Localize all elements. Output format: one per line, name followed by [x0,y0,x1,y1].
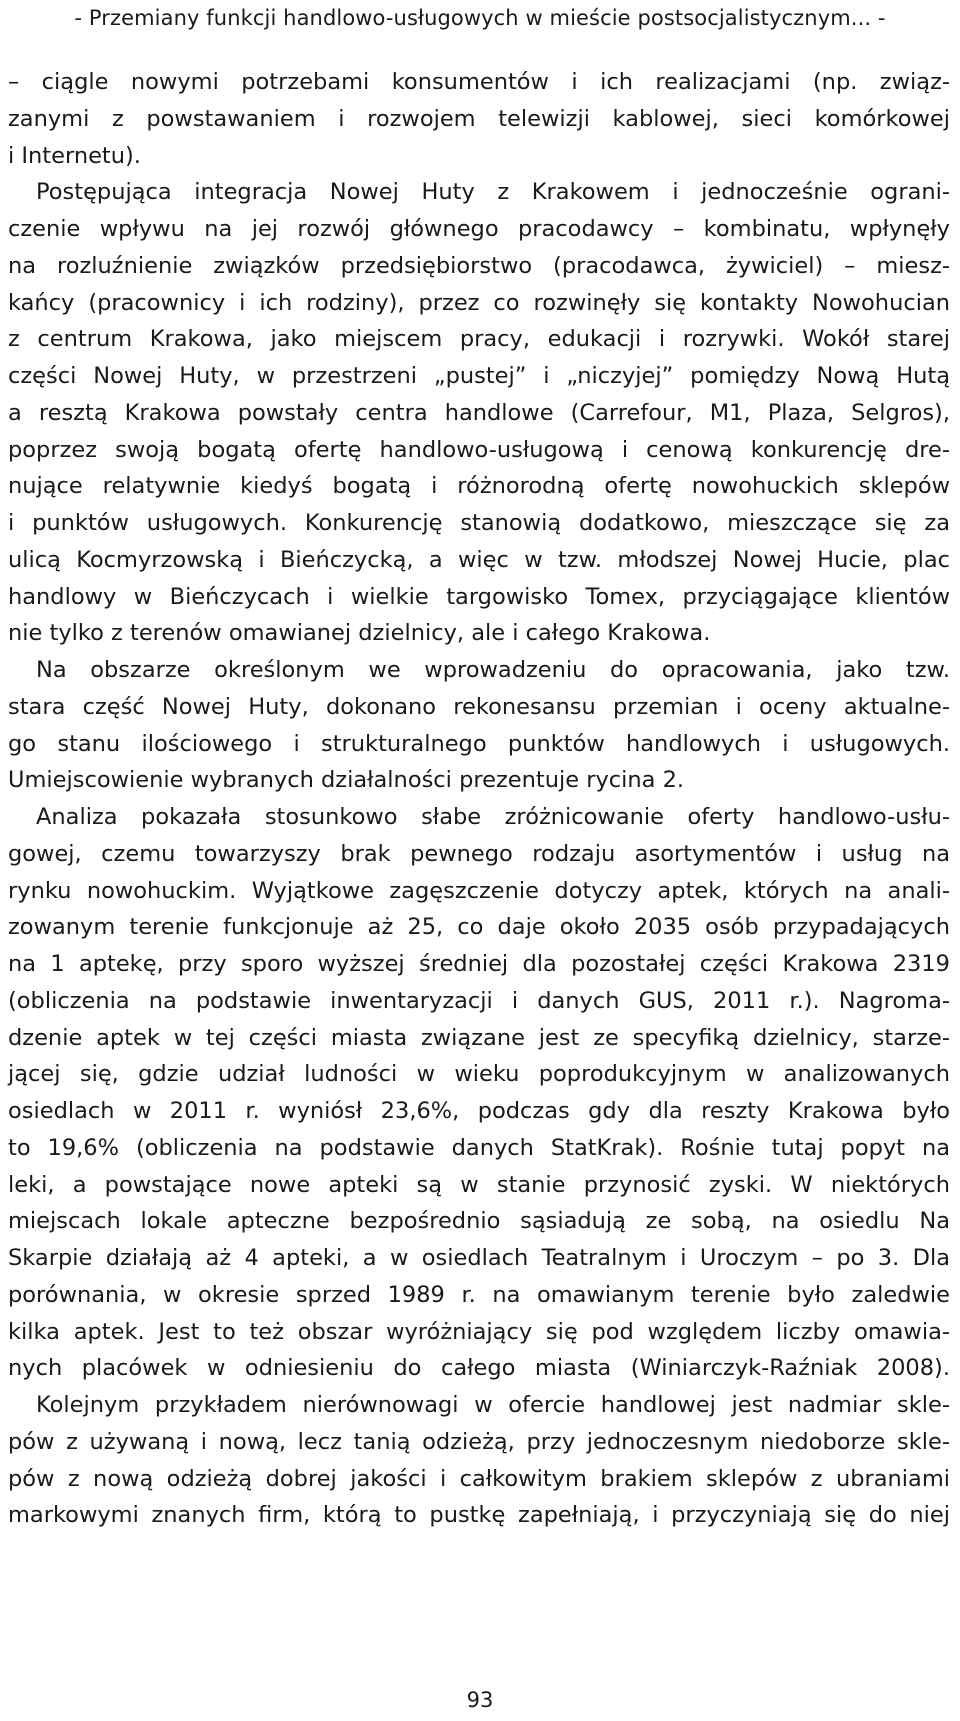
text-line: na rozluźnienie związków przedsiębiorstwo (pracodawca, żywiciel) – miesz- [8,252,950,279]
text-line: handlowy w Bieńczycach i wielkie targowisko Tomex, przyciągające klientów [8,583,950,610]
text-line: a resztą Krakowa powstały centra handlowe (Carrefour, M1, Plaza, Selgros), [8,399,950,426]
text-line: Skarpie działają aż 4 apteki, a w osiedlach Teatralnym i Uroczym – po 3. Dla [8,1245,950,1271]
page-number: 93 [466,1688,494,1712]
text-line: zanymi z powstawaniem i rozwojem telewizji kablowej, sieci komórkowej [8,105,950,132]
body-text [8,64,950,1534]
text-line: miejscach lokale apteczne bezpośrednio sąsiadują ze sobą, na osiedlu Na [8,1208,950,1235]
text-line: nie tylko z terenów omawianej dzielnicy, ale i całego Krakowa. [8,620,711,647]
text-line: kilka aptek. Jest to też obszar wyróżniający się pod względem liczby omawia- [8,1318,950,1345]
text-line: z centrum Krakowa, jako miejscem pracy, edukacji i rozrywki. Wokół starej [8,326,950,353]
running-header: - Przemiany funkcji handlowo-usługowych w mieście postsocjalistycznym... - [74,6,886,30]
text-line: i punktów usługowych. Konkurencję stanowią dodatkowo, mieszczące się za [8,510,950,536]
text-line: (obliczenia na podstawie inwentaryzacji i danych GUS, 2011 r.). Nagroma- [8,987,950,1014]
text-line: kańcy (pracownicy i ich rodziny), przez co rozwinęły się kontakty Nowohucian [8,289,950,316]
text-line: markowymi znanych firm, którą to pustkę zapełniają, i przyczyniają się do niej [8,1502,950,1529]
text-line: – ciągle nowymi potrzebami konsumentów i ich realizacjami (np. związ- [8,69,950,95]
text-line: stara część Nowej Huty, dokonano rekonesansu przemian i oceny aktualne- [8,693,950,720]
paragraph-first-line: Analiza pokazała stosunkowo słabe zróżnicowanie oferty handlowo-usłu- [36,804,950,830]
text-line: nujące relatywnie kiedyś bogatą i różnorodną ofertę nowohuckich sklepów [8,473,950,500]
paragraph-first-line: Na obszarze określonym we wprowadzeniu do opracowania, jako tzw. [36,657,950,683]
paragraph-first-line: Postępująca integracja Nowej Huty z Krakowem i jednocześnie ograni- [36,179,950,206]
text-line: go stanu ilościowego i strukturalnego punktów handlowych i usługowych. [8,730,950,757]
text-line: części Nowej Huty, w przestrzeni „pustej” i „niczyjej” pomiędzy Nową Hutą [8,363,950,389]
text-line: gowej, czemu towarzyszy brak pewnego rodzaju asortymentów i usług na [8,840,950,867]
text-line: osiedlach w 2011 r. wyniósł 23,6%, podczas gdy dla reszty Krakowa było [8,1098,950,1124]
text-line: czenie wpływu na jej rozwój głównego pracodawcy – kombinatu, wpłynęły [8,216,950,242]
text-line: ulicą Kocmyrzowską i Bieńczycką, a więc w tzw. młodszej Nowej Hucie, plac [8,546,950,573]
text-line: to 19,6% (obliczenia na podstawie danych StatKrak). Rośnie tutaj popyt na [8,1134,950,1161]
text-line: jącej się, gdzie udział ludności w wieku poprodukcyjnym w analizowanych [8,1061,950,1088]
text-line: i Internetu). [8,142,141,169]
text-line: pów z używaną i nową, lecz tanią odzieżą, przy jednoczesnym niedoborze skle- [8,1428,950,1455]
paragraph-first-line: Kolejnym przykładem nierównowagi w ofercie handlowej jest nadmiar skle- [36,1392,950,1418]
text-line: leki, a powstające nowe apteki są w stanie przynosić zyski. W niektórych [8,1171,950,1198]
text-line: pów z nową odzieżą dobrej jakości i całkowitym brakiem sklepów z ubraniami [8,1465,950,1492]
text-line: nych placówek w odniesieniu do całego miasta (Winiarczyk-Raźniak 2008). [8,1355,950,1382]
text-line: porównania, w okresie sprzed 1989 r. na omawianym terenie było zaledwie [8,1281,950,1308]
text-line: dzenie aptek w tej części miasta związane jest ze specyfiką dzielnicy, starze- [8,1024,950,1051]
text-line: zowanym terenie funkcjonuje aż 25, co daje około 2035 osób przypadających [8,914,950,941]
text-line: poprzez swoją bogatą ofertę handlowo-usługową i cenową konkurencję dre- [8,436,950,463]
text-line: rynku nowohuckim. Wyjątkowe zagęszczenie dotyczy aptek, których na anali- [8,877,950,904]
text-line: na 1 aptekę, przy sporo wyższej średniej dla pozostałej części Krakowa 2319 [8,951,950,977]
text-line: Umiejscowienie wybranych działalności prezentuje rycina 2. [8,767,685,794]
